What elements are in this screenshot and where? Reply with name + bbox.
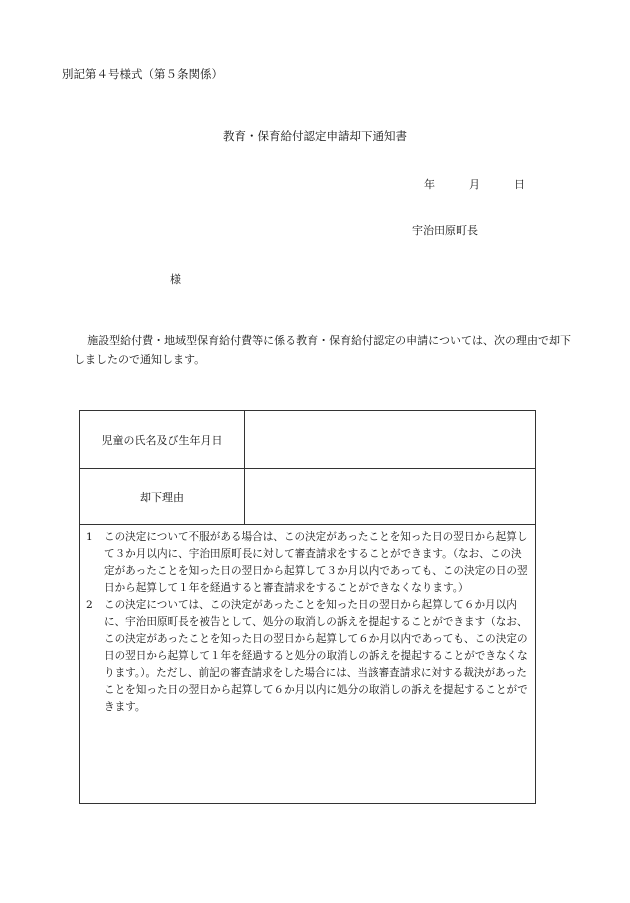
info-table	[79, 410, 536, 804]
document-title: 教育・保育給付認定申請却下通知書	[223, 129, 407, 143]
date-month-label: 月	[469, 178, 480, 191]
child-name-label: 児童の氏名及び生年月日	[80, 411, 245, 468]
addressee-suffix: 様	[170, 273, 181, 286]
table-row-child-name	[80, 411, 535, 469]
reason-value	[244, 469, 535, 524]
reason-label: 却下理由	[80, 469, 245, 524]
date-line	[424, 176, 525, 192]
issuer-name: 宇治田原町長	[412, 224, 478, 237]
note-number: 1	[86, 531, 93, 543]
note-item	[86, 529, 529, 597]
table-row-reason	[80, 469, 535, 525]
note-text: この決定については、この決定があったことを知った日の翌日から起算して６か月以内に、宇治田原町長を被告として、処分の取消しの訴えを提起することができます（なお、この決定があったことを知った日の翌日から起算して６か月以内であっても、この決定の日の翌日から起算して１年を経過すると処分の取消しの訴えを提起することができなくなります。）。ただし、前記の審査請求をした場合には、当該審査請求に対する裁決があったことを知った日の翌日から起算して６か月以内に処分の取消しの訴えを提起することができます。	[104, 599, 528, 713]
notes-section	[86, 529, 529, 716]
intro-paragraph: 施設型給付費・地域型保育給付費等に係る教育・保育給付認定の申請については、次の理由で却下しましたので通知します。	[74, 334, 571, 366]
note-item	[86, 597, 529, 716]
date-day-label: 日	[514, 178, 525, 191]
date-year-label: 年	[424, 178, 435, 191]
note-text: この決定について不服がある場合は、この決定があったことを知った日の翌日から起算して３か月以内に、宇治田原町長に対して審査請求をすることができます。（なお、この決定があったことを知った日の翌日から起算して３か月以内であっても、この決定の日の翌日から起算して１年を経過すると審査請求をすることができなくなります。）	[104, 531, 528, 594]
form-label: 別記第４号様式（第５条関係）	[62, 67, 223, 81]
note-number: 2	[86, 599, 93, 611]
child-name-value	[244, 411, 535, 468]
